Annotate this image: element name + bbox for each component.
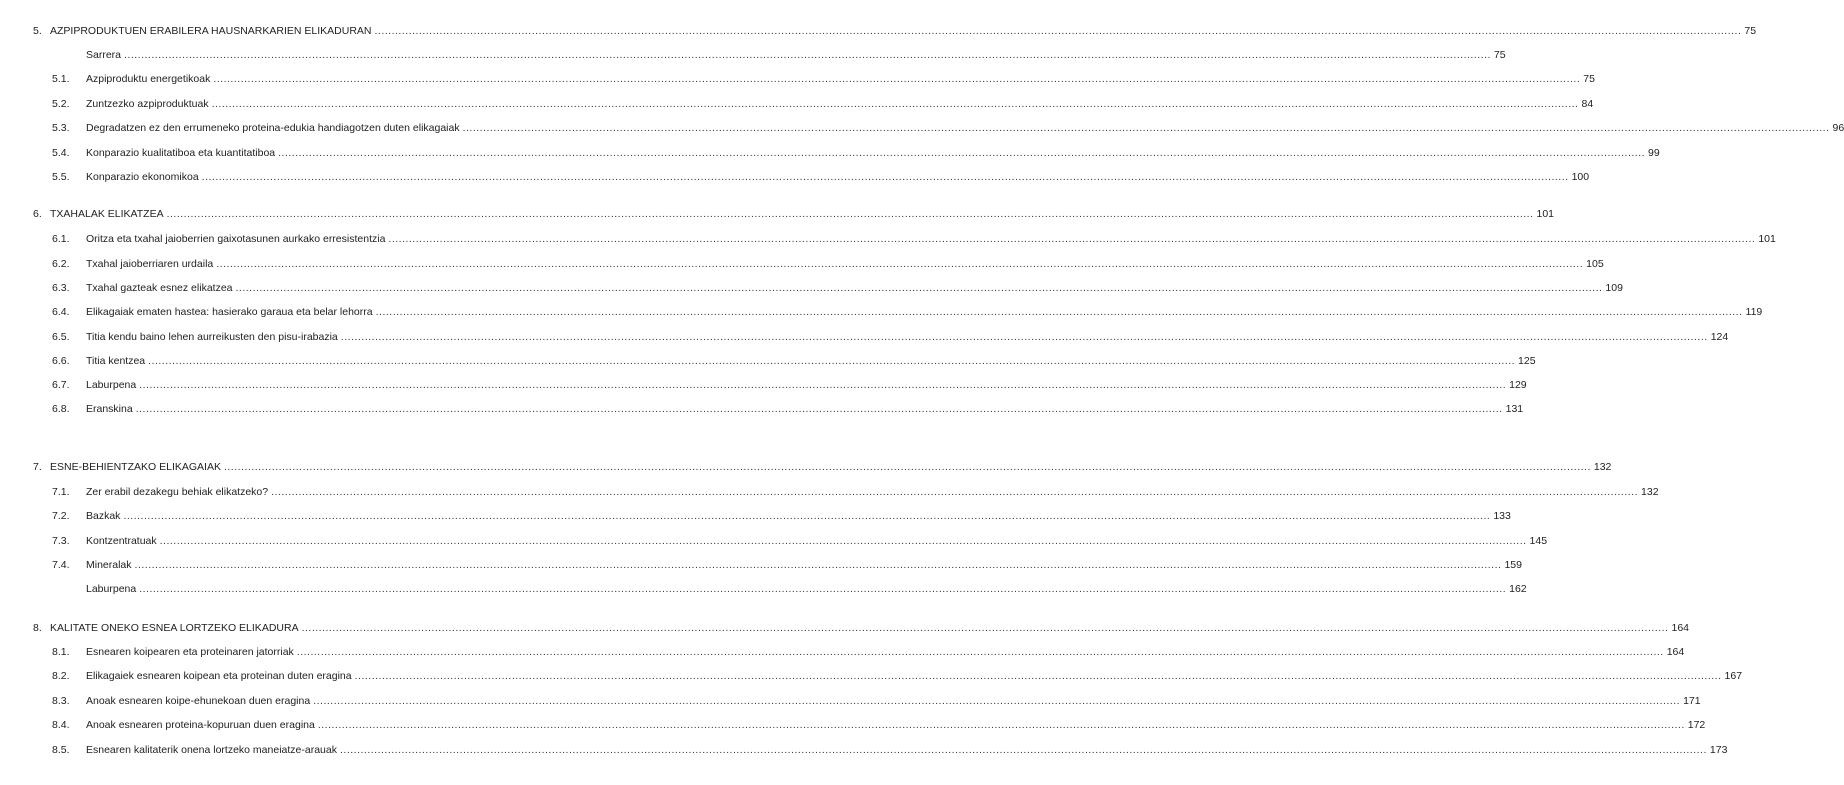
- toc-entry-number: 7.: [33, 461, 42, 473]
- toc-page-number: 171: [1683, 695, 1701, 707]
- toc-page-number: 105: [1586, 258, 1604, 270]
- toc-section-row: [0, 170, 1590, 184]
- toc-entry-number: 6.3.: [52, 282, 70, 294]
- toc-page-number: 159: [1504, 559, 1522, 571]
- toc-entry-line: [50, 621, 1690, 635]
- toc-entry-title: Konparazio kualitatiboa eta kuantitatiboa: [86, 147, 276, 159]
- toc-section-row: [0, 378, 1527, 392]
- toc-entry-title: Degradatzen ez den errumeneko proteina-edukia handiagotzen duten elikagaiak: [86, 122, 460, 134]
- toc-page-number: 132: [1641, 486, 1659, 498]
- toc-section-row: [0, 305, 1763, 319]
- toc-section-row: [0, 534, 1548, 548]
- toc-leader-dots: ................................................................................................................................................................................................................................................................................................................................................................................................................: [216, 258, 1584, 270]
- toc-leader-dots: ................................................................................................................................................................................................................................................................................................................................................................................................................: [134, 559, 1502, 571]
- toc-entry-line: [86, 232, 1776, 246]
- toc-leader-dots: ................................................................................................................................................................................................................................................................................................................................................................................................................: [135, 403, 1503, 415]
- toc-page-number: 101: [1758, 233, 1776, 245]
- toc-entry-title: Titia kendu baino lehen aurreikusten den pisu-irabazia: [86, 331, 338, 343]
- toc-entry-title: Zer erabil dezakegu behiak elikatzeko?: [86, 486, 269, 498]
- toc-entry-line: [86, 305, 1763, 319]
- toc-entry-line: [50, 207, 1555, 221]
- toc-entry-line: [86, 48, 1506, 62]
- toc-entry-line: [86, 558, 1522, 572]
- toc-entry-number: 6.4.: [52, 306, 70, 318]
- toc-entry-line: [86, 402, 1524, 416]
- toc-section-row: [0, 257, 1604, 271]
- toc-entry-line: [86, 509, 1511, 523]
- toc-leader-dots: ................................................................................................................................................................................................................................................................................................................................................................................................................: [339, 744, 1707, 756]
- toc-entry-title: Zuntzezko azpiproduktuak: [86, 98, 209, 110]
- toc-section-row: [0, 232, 1776, 246]
- toc-chapter-row: [0, 460, 1612, 474]
- toc-entry-title: Anoak esnearen koipe-ehunekoan duen eragina: [86, 695, 311, 707]
- toc-entry-title: Txahal jaioberriaren urdaila: [86, 258, 214, 270]
- toc-entry-number: 8.1.: [52, 646, 70, 658]
- toc-leader-dots: ................................................................................................................................................................................................................................................................................................................................................................................................................: [340, 331, 1708, 343]
- toc-section-row: [0, 558, 1522, 572]
- toc-entry-title: Kontzentratuak: [86, 535, 157, 547]
- toc-page-number: 132: [1593, 461, 1612, 473]
- toc-section-row: [0, 669, 1743, 683]
- toc-entry-title: Titia kentzea: [86, 355, 146, 367]
- toc-entry-number: 5.5.: [52, 171, 70, 183]
- toc-entry-number: 5.2.: [52, 98, 70, 110]
- toc-leader-dots: ................................................................................................................................................................................................................................................................................................................................................................................................................: [317, 719, 1685, 731]
- toc-page-number: 84: [1581, 98, 1594, 110]
- toc-entry-title: Esnearen koipearen eta proteinaren jatorriak: [86, 646, 294, 658]
- toc-section-row: [0, 121, 1844, 135]
- toc-page-number: 162: [1509, 583, 1527, 595]
- toc-entry-number: 6.7.: [52, 379, 70, 391]
- toc-entry-number: 8.2.: [52, 670, 70, 682]
- toc-entry-number: 8.3.: [52, 695, 70, 707]
- toc-page-number: 75: [1744, 25, 1757, 37]
- toc-section-row: [0, 330, 1729, 344]
- toc-page-number: 125: [1518, 355, 1536, 367]
- toc-entry-title: Oritza eta txahal jaioberrien gaixotasunen aurkako erresistentzia: [86, 233, 386, 245]
- toc-entry-line: [86, 146, 1660, 160]
- toc-section-row: [0, 354, 1536, 368]
- toc-entry-line: [86, 281, 1623, 295]
- toc-entry-number: 8.4.: [52, 719, 70, 731]
- toc-chapter-row: [0, 207, 1555, 221]
- toc-entry-title: Konparazio ekonomikoa: [86, 171, 199, 183]
- toc-section-row: [0, 582, 1527, 596]
- toc-entry-title: ESNE-BEHIENTZAKO ELIKAGAIAK: [50, 461, 221, 473]
- toc-entry-number: 5.1.: [52, 73, 70, 85]
- toc-entry-number: 5.3.: [52, 122, 70, 134]
- toc-page-number: 145: [1529, 535, 1548, 547]
- toc-leader-dots: ................................................................................................................................................................................................................................................................................................................................................................................................................: [354, 670, 1722, 682]
- toc-leader-dots: ................................................................................................................................................................................................................................................................................................................................................................................................................: [462, 122, 1830, 134]
- toc-section-row: [0, 146, 1660, 160]
- toc-section-row: [0, 97, 1594, 111]
- toc-entry-line: [86, 257, 1604, 271]
- toc-entry-line: [86, 669, 1743, 683]
- toc-entry-line: [86, 170, 1590, 184]
- toc-leader-dots: ................................................................................................................................................................................................................................................................................................................................................................................................................: [201, 171, 1569, 183]
- toc-entry-title: Esnearen kalitaterik onena lortzeko maneiatze-arauak: [86, 744, 337, 756]
- toc-entry-title: Elikagaiek esnearen koipean eta proteinan duten eragina: [86, 670, 352, 682]
- toc-section-row: [0, 48, 1506, 62]
- toc-leader-dots: ................................................................................................................................................................................................................................................................................................................................................................................................................: [139, 379, 1507, 391]
- toc-leader-dots: ................................................................................................................................................................................................................................................................................................................................................................................................................: [313, 695, 1681, 707]
- toc-page-number: 164: [1666, 646, 1685, 658]
- toc-entry-title: Laburpena: [86, 583, 137, 595]
- toc-leader-dots: ................................................................................................................................................................................................................................................................................................................................................................................................................: [278, 147, 1646, 159]
- toc-section-row: [0, 402, 1524, 416]
- toc-leader-dots: ................................................................................................................................................................................................................................................................................................................................................................................................................: [235, 282, 1603, 294]
- toc-page-number: 173: [1709, 744, 1728, 756]
- toc-entry-title: KALITATE ONEKO ESNEA LORTZEKO ELIKADURA: [50, 622, 299, 634]
- toc-entry-number: 8.: [33, 622, 42, 634]
- toc-leader-dots: ................................................................................................................................................................................................................................................................................................................................................................................................................: [375, 306, 1743, 318]
- toc-entry-title: AZPIPRODUKTUEN ERABILERA HAUSNARKARIEN ELIKADURAN: [50, 25, 372, 37]
- toc-page-number: 109: [1605, 282, 1623, 294]
- toc-entry-line: [50, 24, 1757, 38]
- toc-entry-title: Anoak esnearen proteina-kopuruan duen eragina: [86, 719, 315, 731]
- toc-leader-dots: ................................................................................................................................................................................................................................................................................................................................................................................................................: [301, 622, 1669, 634]
- toc-entry-number: 7.2.: [52, 510, 70, 522]
- toc-entry-line: [86, 743, 1728, 757]
- toc-leader-dots: ................................................................................................................................................................................................................................................................................................................................................................................................................: [139, 583, 1507, 595]
- toc-entry-number: 5.: [33, 25, 42, 37]
- toc-entry-number: 7.4.: [52, 559, 70, 571]
- toc-section-row: [0, 281, 1623, 295]
- toc-entry-title: Txahal gazteak esnez elikatzea: [86, 282, 233, 294]
- toc-page-number: 172: [1687, 719, 1706, 731]
- toc-page-number: 119: [1745, 306, 1763, 318]
- toc-section-row: [0, 743, 1728, 757]
- toc-page-number: 164: [1671, 622, 1690, 634]
- toc-leader-dots: ................................................................................................................................................................................................................................................................................................................................................................................................................: [159, 535, 1527, 547]
- toc-entry-line: [86, 330, 1729, 344]
- toc-entry-line: [86, 97, 1594, 111]
- toc-entry-title: Bazkak: [86, 510, 121, 522]
- toc-entry-number: 7.1.: [52, 486, 70, 498]
- toc-page-number: 131: [1505, 403, 1524, 415]
- toc-page-number: 75: [1583, 73, 1595, 85]
- toc-leader-dots: ................................................................................................................................................................................................................................................................................................................................................................................................................: [211, 98, 1579, 110]
- toc-entry-number: 6.: [33, 208, 42, 220]
- toc-entry-number: 6.8.: [52, 403, 70, 415]
- toc-leader-dots: ................................................................................................................................................................................................................................................................................................................................................................................................................: [123, 510, 1491, 522]
- toc-leader-dots: ................................................................................................................................................................................................................................................................................................................................................................................................................: [148, 355, 1516, 367]
- toc-section-row: [0, 718, 1706, 732]
- toc-leader-dots: ................................................................................................................................................................................................................................................................................................................................................................................................................: [223, 461, 1591, 473]
- toc-page-number: 100: [1571, 171, 1590, 183]
- toc-section-row: [0, 645, 1685, 659]
- toc-page-number: 99: [1648, 147, 1660, 159]
- toc-page-number: 133: [1493, 510, 1511, 522]
- toc-entry-title: Laburpena: [86, 379, 137, 391]
- toc-page-number: 75: [1493, 49, 1506, 61]
- toc-entry-line: [86, 72, 1595, 86]
- toc-entry-number: 7.3.: [52, 535, 70, 547]
- toc-entry-title: Azpiproduktu energetikoak: [86, 73, 211, 85]
- toc-leader-dots: ................................................................................................................................................................................................................................................................................................................................................................................................................: [271, 486, 1639, 498]
- toc-page-number: 129: [1509, 379, 1527, 391]
- toc-entry-line: [50, 460, 1612, 474]
- toc-entry-line: [86, 694, 1701, 708]
- toc-entry-line: [86, 645, 1685, 659]
- toc-entry-title: TXAHALAK ELIKATZEA: [50, 208, 164, 220]
- toc-entry-title: Mineralak: [86, 559, 132, 571]
- toc-entry-title: Eranskina: [86, 403, 133, 415]
- toc-leader-dots: ................................................................................................................................................................................................................................................................................................................................................................................................................: [388, 233, 1756, 245]
- toc-entry-number: 6.2.: [52, 258, 70, 270]
- toc-section-row: [0, 72, 1595, 86]
- toc-entry-line: [86, 354, 1536, 368]
- toc-entry-line: [86, 378, 1527, 392]
- toc-entry-number: 6.1.: [52, 233, 70, 245]
- toc-chapter-row: [0, 24, 1757, 38]
- toc-leader-dots: ................................................................................................................................................................................................................................................................................................................................................................................................................: [296, 646, 1664, 658]
- toc-leader-dots: ................................................................................................................................................................................................................................................................................................................................................................................................................: [166, 208, 1534, 220]
- toc-section-row: [0, 485, 1659, 499]
- toc-page-number: 167: [1724, 670, 1743, 682]
- toc-entry-line: [86, 582, 1527, 596]
- toc-entry-number: 5.4.: [52, 147, 70, 159]
- toc-entry-line: [86, 534, 1548, 548]
- toc-page-number: 96: [1832, 122, 1844, 134]
- toc-leader-dots: ................................................................................................................................................................................................................................................................................................................................................................................................................: [213, 73, 1581, 85]
- toc-page-number: 124: [1710, 331, 1729, 343]
- toc-entry-number: 6.6.: [52, 355, 70, 367]
- toc-chapter-row: [0, 621, 1690, 635]
- toc-leader-dots: ................................................................................................................................................................................................................................................................................................................................................................................................................: [374, 25, 1742, 37]
- toc-entry-number: 8.5.: [52, 744, 70, 756]
- toc-entry-title: Elikagaiak ematen hastea: hasierako garaua eta belar lehorra: [86, 306, 373, 318]
- toc-section-row: [0, 509, 1511, 523]
- toc-page-number: 101: [1536, 208, 1555, 220]
- toc-entry-number: 6.5.: [52, 331, 70, 343]
- toc-section-row: [0, 694, 1701, 708]
- toc-entry-line: [86, 121, 1844, 135]
- toc-entry-title: Sarrera: [86, 49, 122, 61]
- toc-entry-line: [86, 718, 1706, 732]
- toc-entry-line: [86, 485, 1659, 499]
- toc-leader-dots: ................................................................................................................................................................................................................................................................................................................................................................................................................: [124, 49, 1491, 61]
